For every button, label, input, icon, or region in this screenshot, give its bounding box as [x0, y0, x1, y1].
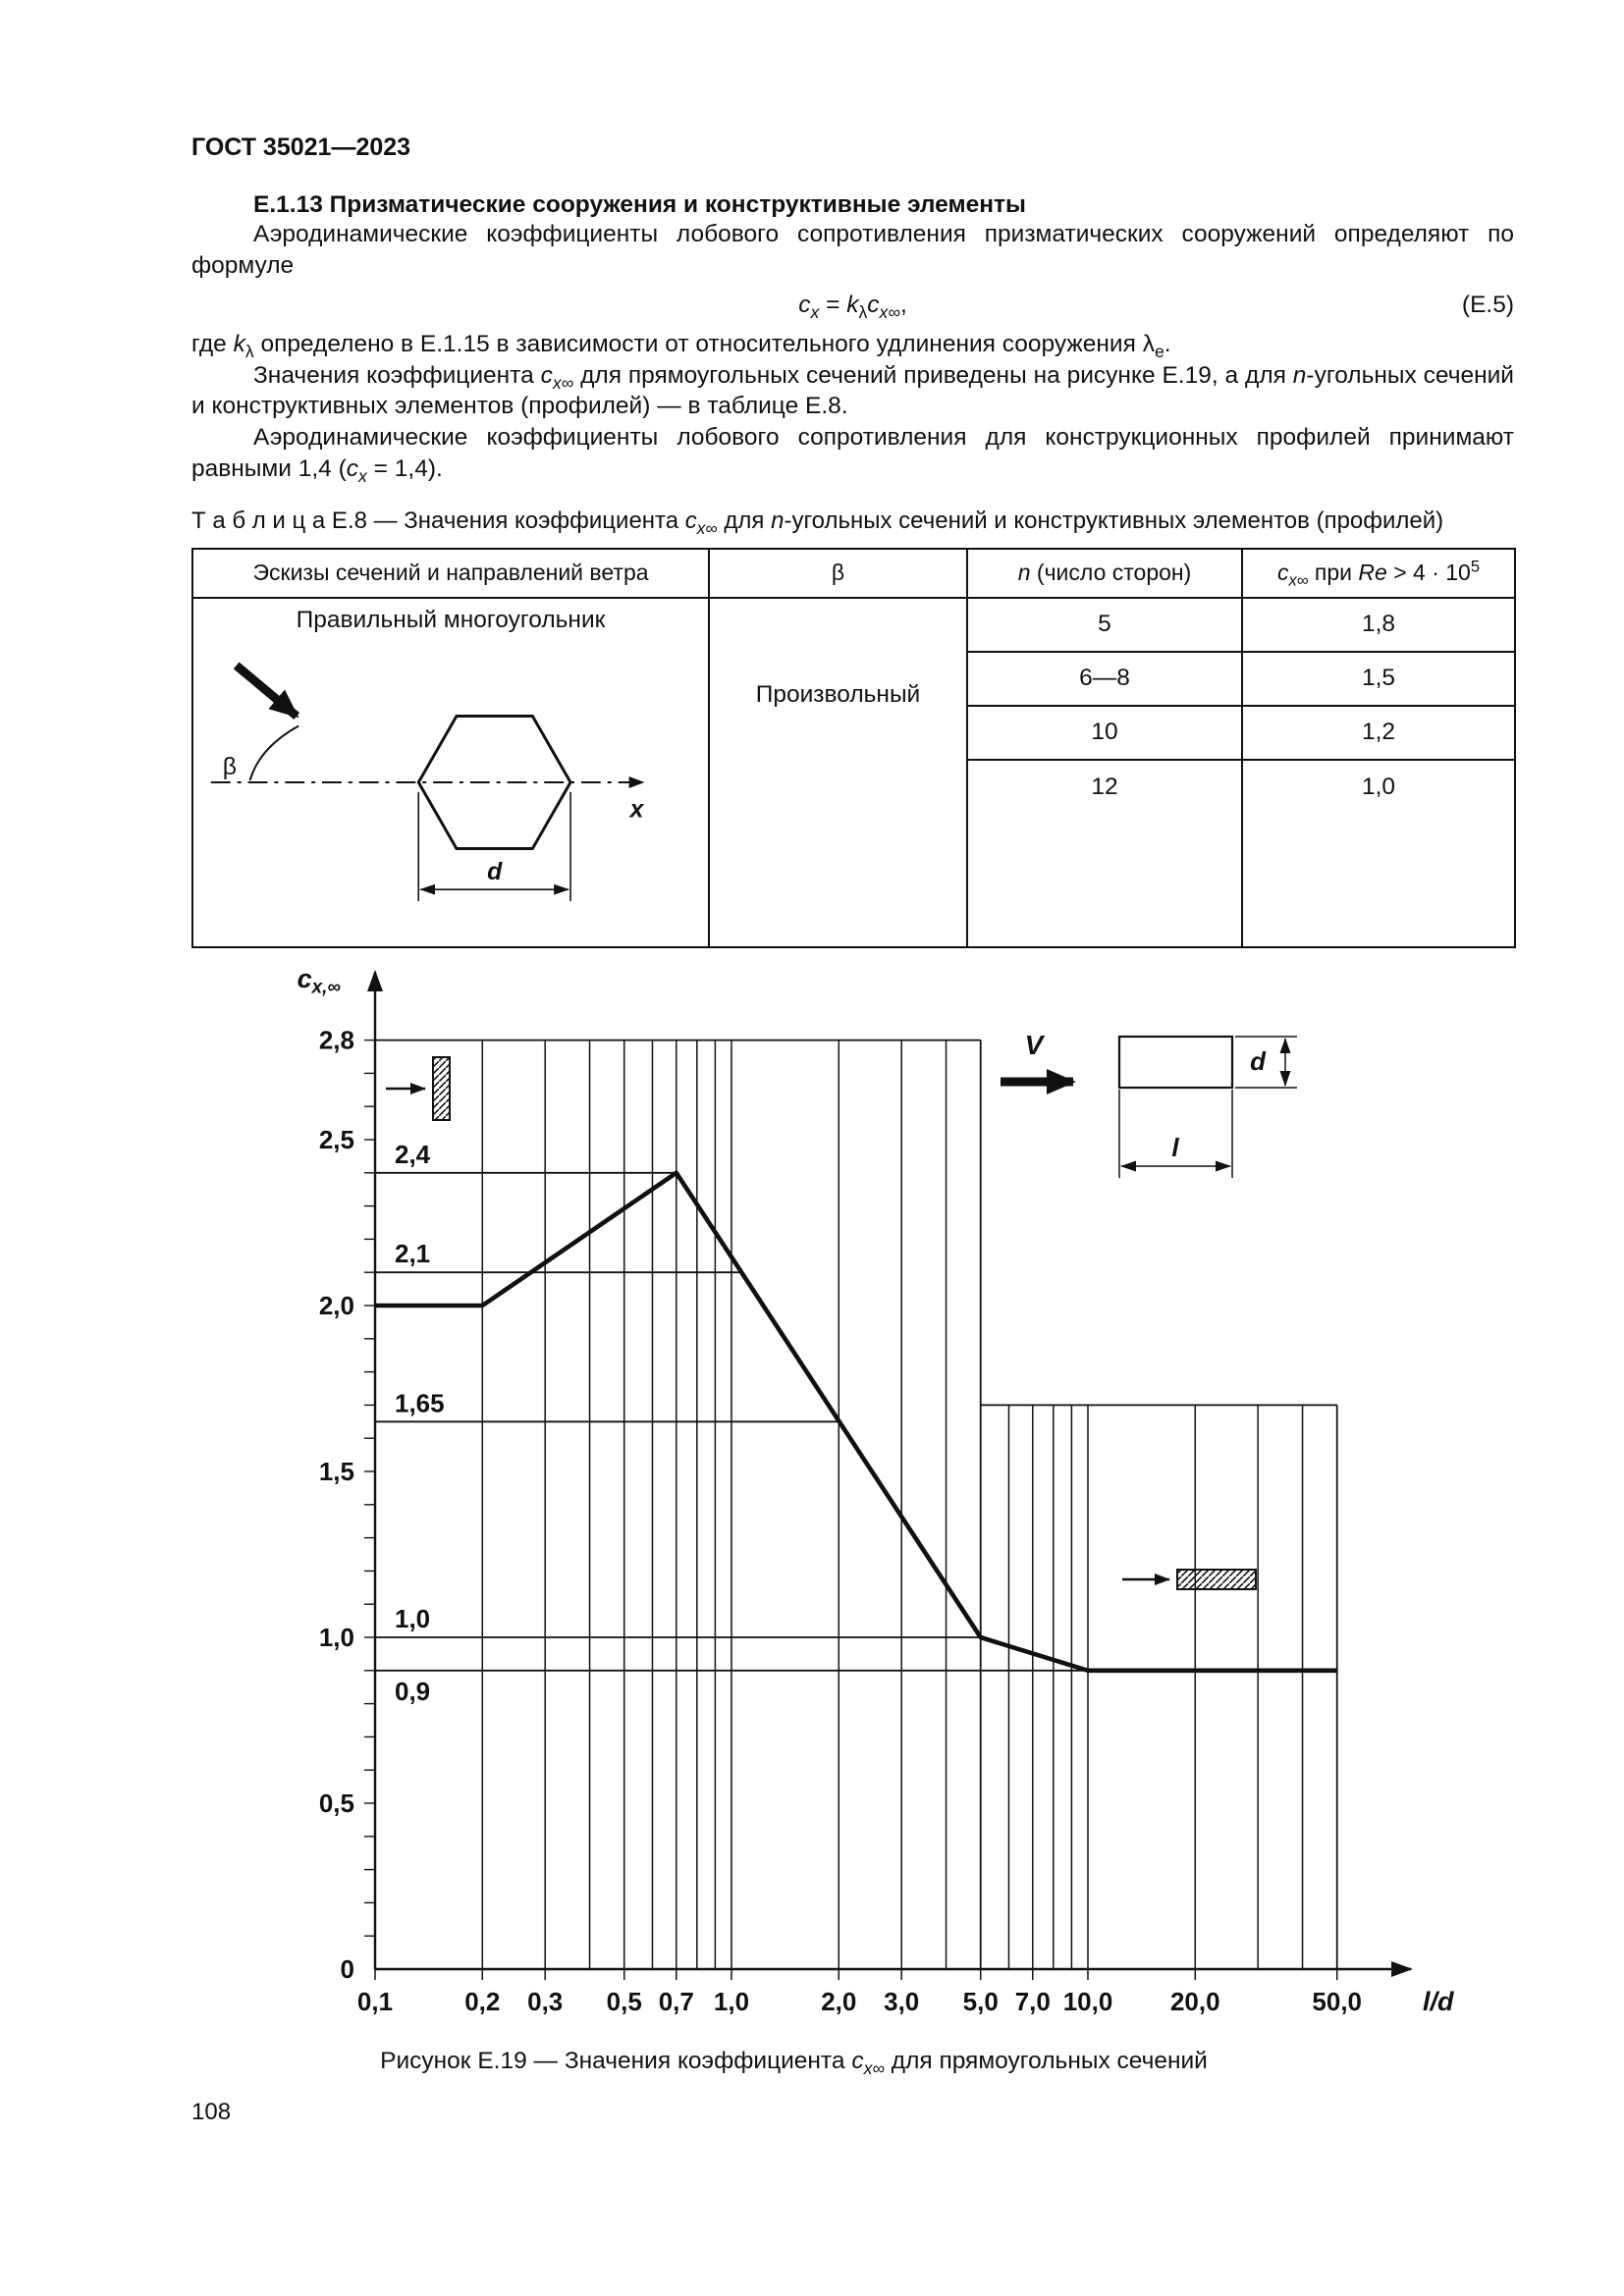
svg-text:10,0: 10,0: [1062, 1986, 1113, 2016]
svg-text:0,1: 0,1: [356, 1986, 394, 2016]
col-header-cx: $c_{x\infty}$ при $Re > 4 \cdot 10^5$: [1242, 549, 1515, 598]
svg-text:0,2: 0,2: [464, 1986, 501, 2016]
svg-text:1,0: 1,0: [395, 1603, 431, 1633]
svg-text:0,9: 0,9: [395, 1676, 431, 1706]
svg-text:0,5: 0,5: [318, 1788, 354, 1818]
cx-value: 1,2: [1242, 706, 1515, 760]
dimension-l-label: l: [1171, 1132, 1179, 1162]
dimension-d-label: d: [1250, 1045, 1266, 1076]
tick-labels: [298, 964, 1454, 2016]
n-value: 6—8: [967, 652, 1242, 706]
formula-expression: $c_x = k_\lambda c_{x\infty}$,: [798, 291, 907, 322]
n-value: 5: [967, 598, 1242, 652]
cx-value: 1,8: [1242, 598, 1515, 652]
svg-text:0,7: 0,7: [658, 1986, 694, 2016]
svg-text:1,5: 1,5: [318, 1456, 354, 1486]
svg-text:20,0: 20,0: [1169, 1986, 1220, 2016]
wind-arrow-icon: [237, 666, 298, 717]
svg-text:l/d: l/d: [1423, 1986, 1454, 2016]
empty-cell: [967, 814, 1242, 947]
svg-text:7,0: 7,0: [1014, 1986, 1051, 2016]
polygon-label: Правильный многоугольник: [296, 606, 606, 633]
paragraph-profiles: Аэродинамические коэффициенты лобового сопротивления для конструкционных профилей принимают равными 1,4 $(c_x = 1,4)$.: [191, 424, 1514, 486]
cx-value: 1,5: [1242, 652, 1515, 706]
svg-text:2,0: 2,0: [318, 1290, 354, 1320]
svg-text:50,0: 50,0: [1312, 1986, 1363, 2016]
paragraph-values: Значения коэффициента $c_{x\infty}$ для прямоугольных сечений приведены на рисунке Е.19, а для n-угольных сечений и конструктивных элементов (профилей) — в таблице Е.8.: [191, 361, 1514, 420]
svg-text:2,0: 2,0: [821, 1986, 857, 2016]
svg-text:0,3: 0,3: [527, 1986, 564, 2016]
svg-text:0: 0: [340, 1953, 354, 1984]
svg-text:5,0: 5,0: [962, 1986, 999, 2016]
col-header-sketches: Эскизы сечений и направлений ветра: [192, 549, 709, 598]
col-header-beta: β: [709, 549, 967, 598]
cx-chart: [191, 958, 1514, 2046]
svg-text:3,0: 3,0: [884, 1986, 920, 2016]
table-row: [192, 598, 1515, 652]
beta-angle-arc: [250, 725, 299, 780]
svg-text:2,1: 2,1: [395, 1239, 431, 1269]
rectangle-section: [1119, 1037, 1232, 1088]
svg-text:1,0: 1,0: [713, 1986, 750, 2016]
vertical-plate-icon: [433, 1057, 450, 1120]
svg-text:2,8: 2,8: [318, 1025, 354, 1055]
n-value: 12: [967, 760, 1242, 814]
svg-text:0,5: 0,5: [606, 1986, 642, 2016]
dimension-d-label: d: [487, 859, 503, 886]
section-heading: Е.1.13 Призматические сооружения и конструктивные элементы: [253, 191, 1026, 218]
svg-text:cx,∞: $c_{x,\infty}$: [297, 963, 341, 998]
section-sketch-cell: [192, 598, 709, 947]
grid-lines: [375, 1041, 1337, 1969]
svg-text:1,0: 1,0: [318, 1622, 354, 1652]
beta-label: β: [222, 753, 238, 780]
table-e8: [191, 548, 1516, 948]
formula-e5: [191, 288, 1514, 323]
cx-value: 1,0: [1242, 760, 1515, 814]
document-code: ГОСТ 35021—2023: [191, 133, 411, 161]
n-value: 10: [967, 706, 1242, 760]
inset-sketches: [386, 1030, 1297, 1589]
figure-caption: Рисунок Е.19 — Значения коэффициента $c_{x\infty}$ для прямоугольных сечений: [380, 2047, 1208, 2078]
table-caption: Т а б л и ц а Е.8 — Значения коэффициента $c_{x\infty}$ для n-угольных сечений и конструктивных элементов (профилей): [191, 507, 1444, 538]
paragraph-intro: Аэродинамические коэффициенты лобового сопротивления призматических сооружений определяют по формуле: [191, 221, 1514, 279]
table-header-row: [192, 549, 1515, 598]
beta-value-cell: Произвольный: [709, 598, 967, 947]
svg-text:2,5: 2,5: [318, 1124, 354, 1154]
figure-e19: [191, 958, 1514, 2078]
page-number: 108: [191, 2098, 232, 2125]
paragraph-where: где $k_\lambda$ определено в Е.1.15 в зависимости от относительного удлинения сооружения $\lambda_е$.: [191, 330, 1171, 361]
col-header-n: n (число сторон): [967, 549, 1242, 598]
axes: [364, 972, 1411, 1980]
x-axis-label: x: [629, 796, 644, 824]
svg-text:1,65: 1,65: [395, 1388, 445, 1418]
polygon-sketch: [197, 636, 704, 929]
empty-cell: [1242, 814, 1515, 947]
formula-number: (Е.5): [1461, 291, 1514, 318]
svg-text:2,4: 2,4: [395, 1139, 431, 1169]
velocity-label: V: [1024, 1029, 1044, 1060]
horizontal-plate-icon: [1177, 1570, 1256, 1589]
